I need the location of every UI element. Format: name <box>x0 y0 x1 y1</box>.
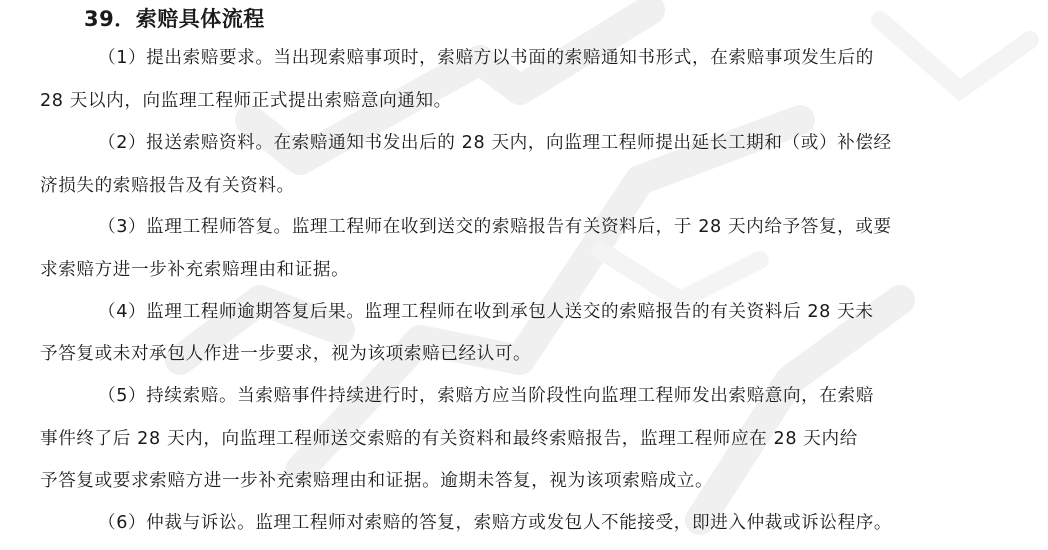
section-heading: 39．索赔具体流程 <box>84 7 265 31</box>
paragraph-3-line-1: （3）监理工程师答复。监理工程师在收到送交的索赔报告有关资料后，于 28 天内给予答复，或要 <box>98 217 892 237</box>
paragraph-2-line-2: 济损失的索赔报告及有关资料。 <box>40 176 295 196</box>
paragraph-4-line-2: 予答复或未对承包人作进一步要求，视为该项索赔已经认可。 <box>40 344 532 364</box>
paragraph-5-line-1: （5）持续索赔。当索赔事件持续进行时，索赔方应当阶段性向监理工程师发出索赔意向，在索赔 <box>98 386 874 406</box>
paragraph-1-line-1: （1）提出索赔要求。当出现索赔事项时，索赔方以书面的索赔通知书形式，在索赔事项发生后的 <box>98 48 874 68</box>
paragraph-6-line-1: （6）仲裁与诉讼。监理工程师对索赔的答复，索赔方或发包人不能接受，即进入仲裁或诉讼程序。 <box>98 513 893 533</box>
paragraph-1-line-2: 28 天以内，向监理工程师正式提出索赔意向通知。 <box>40 91 452 111</box>
paragraph-3-line-2: 求索赔方进一步补充索赔理由和证据。 <box>40 260 350 280</box>
paragraph-5-line-3: 予答复或要求索赔方进一步补充索赔理由和证据。逾期未答复，视为该项索赔成立。 <box>40 471 714 491</box>
paragraph-2-line-1: （2）报送索赔资料。在索赔通知书发出后的 28 天内，向监理工程师提出延长工期和（或）补偿经 <box>98 133 892 153</box>
paragraph-4-line-1: （4）监理工程师逾期答复后果。监理工程师在收到承包人送交的索赔报告的有关资料后 28 天未 <box>98 302 874 322</box>
paragraph-5-line-2: 事件终了后 28 天内，向监理工程师送交索赔的有关资料和最终索赔报告，监理工程师应在 28 天内给 <box>40 429 858 449</box>
